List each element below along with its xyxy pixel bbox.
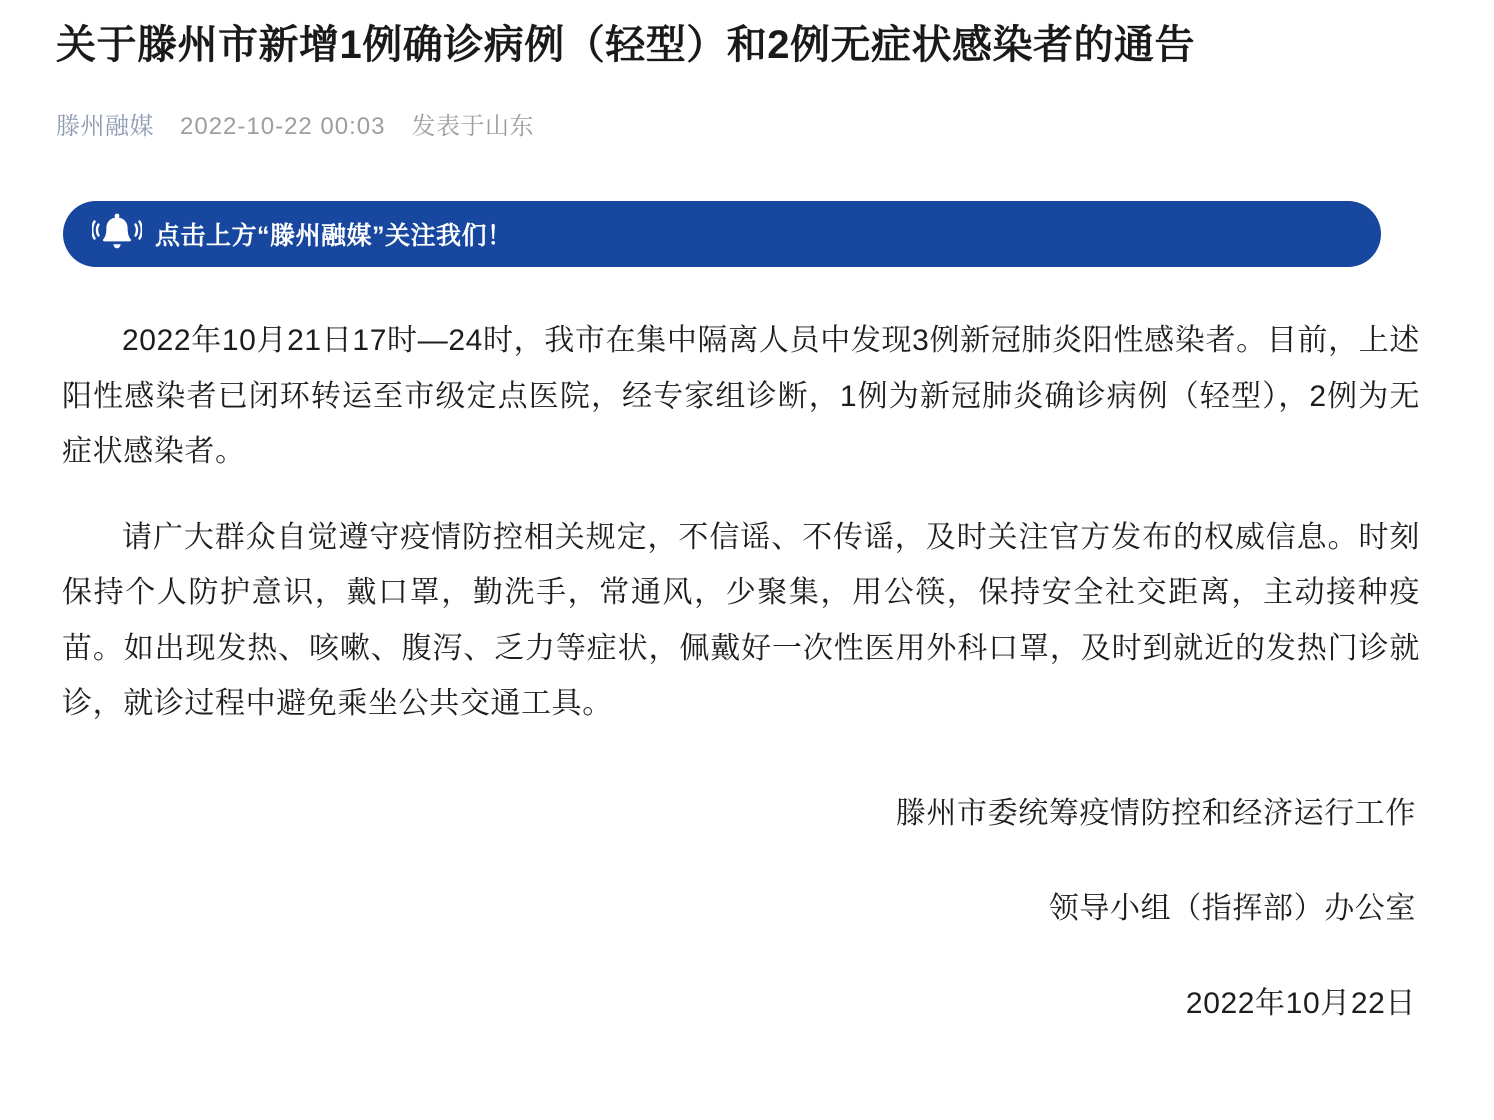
follow-banner-text: 点击上方“滕州融媒”关注我们！ [155,222,513,250]
signature-line-2: 领导小组（指挥部）办公室 [1048,891,1416,925]
signature-date: 2022年10月22日 [1185,986,1416,1020]
meta-publish-location: 发表于山东 [411,113,534,140]
meta-account-name[interactable]: 滕州融媒 [56,113,154,140]
article-paragraph-1: 2022年10月21日17时—24时，我市在集中隔离人员中发现3例新冠肺炎阳性感染者。目前，上述阳性感染者已闭环转运至市级定点医院，经专家组诊断，1例为新冠肺炎确诊病例（轻型），2例为无症状感染者。 [62,324,1420,468]
bell-icon [91,211,143,257]
signature-line-1: 滕州市委统筹疫情防控和经济运行工作 [895,796,1416,830]
signature-block [56,788,1438,1029]
follow-banner[interactable] [63,201,1381,267]
page-title: 关于滕州市新增1例确诊病例（轻型）和2例无症状感染者的通告 [56,23,1195,67]
meta-publish-datetime: 2022-10-22 00:03 [180,113,386,140]
article-meta [56,106,1438,141]
article-paragraph-2: 请广大群众自觉遵守疫情防控相关规定，不信谣、不传谣，及时关注官方发布的权威信息。时刻保持个人防护意识，戴口罩，勤洗手，常通风，少聚集，用公筷，保持安全社交距离，主动接种疫苗。如出现发热、咳嗽、腹泻、乏力等症状，佩戴好一次性医用外科口罩，及时到就近的发热门诊就诊，就诊过程中避免乘坐公共交通工具。 [62,520,1420,720]
